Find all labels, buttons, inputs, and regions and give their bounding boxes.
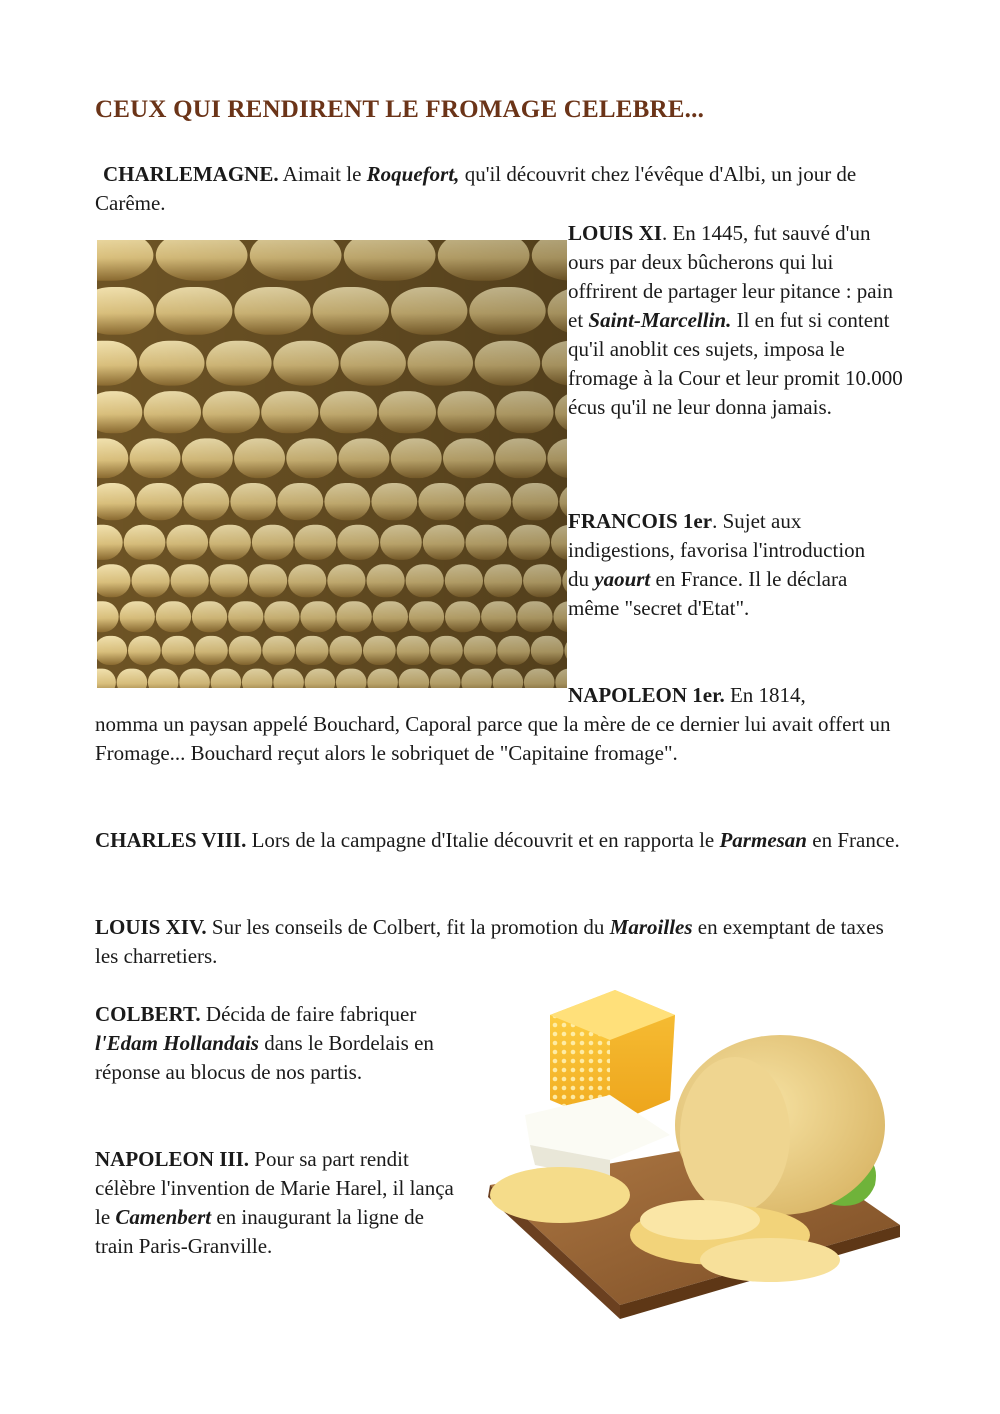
entry-text: Pour sa part rendit célèbre l'invention de Marie Harel, il lança le xyxy=(95,1147,454,1229)
ruler-name: COLBERT. xyxy=(95,1002,201,1026)
entry-text: Décida de faire fabriquer xyxy=(200,1002,417,1026)
entry-text: en France. xyxy=(807,828,900,852)
entry-napoleon-1er-start xyxy=(568,681,908,710)
ruler-name: CHARLES VIII. xyxy=(95,828,247,852)
entry-napoleon-1er-body xyxy=(95,710,905,768)
ruler-name: LOUIS XIV. xyxy=(95,915,207,939)
entry-text: . Sujet aux indigestions, favorisa l'introduction du xyxy=(568,509,866,591)
entry-text: en France. Il le déclara même "secret d'Etat". xyxy=(568,567,848,620)
entry-text: dans le Bordelais en réponse au blocus de nos partis. xyxy=(95,1031,434,1084)
ruler-name: CHARLEMAGNE. xyxy=(103,162,279,186)
cheese-wheels-image xyxy=(97,240,567,688)
entry-louis-xi xyxy=(568,219,908,422)
entry-louis-xiv xyxy=(95,913,905,971)
entry-text: en inaugurant la ligne de train Paris-Granville. xyxy=(95,1205,424,1258)
cheese-name: Roquefort, xyxy=(366,162,460,186)
entry-text: qu'il découvrit chez l'évêque d'Albi, un jour de Carême. xyxy=(95,162,857,215)
entry-text: En 1814, xyxy=(724,683,806,707)
entry-text: Il en fut si content qu'il anoblit ces sujets, imposa le fromage à la Cour et leur promit 10.000 écus qu'il ne leur donna jamais. xyxy=(568,308,903,419)
entry-text: Aimait le xyxy=(278,162,367,186)
ruler-name: NAPOLEON 1er. xyxy=(568,683,725,707)
cheese-name: Parmesan xyxy=(719,828,807,852)
entry-charles-viii xyxy=(95,826,905,855)
entry-text: en exemptant de taxes les charretiers. xyxy=(95,915,884,968)
ruler-name: FRANCOIS 1er xyxy=(568,509,713,533)
entry-francois-1er xyxy=(568,507,868,623)
entry-text: Sur les conseils de Colbert, fit la promotion du xyxy=(206,915,610,939)
cheese-name: yaourt xyxy=(594,567,651,591)
cheese-name: Camenbert xyxy=(115,1205,212,1229)
entry-text: nomma un paysan appelé Bouchard, Caporal parce que la mère de ce dernier lui avait offert un Fromage... Bouchard reçut alors le sobriquet de "Capitaine fromage". xyxy=(95,712,891,765)
entry-charlemagne xyxy=(95,160,905,218)
entry-colbert xyxy=(95,1000,475,1087)
entry-text: . En 1445, fut sauvé d'un ours par deux bûcherons qui lui offrirent de partager leur pitance : pain et xyxy=(568,221,893,332)
ruler-name: LOUIS XI xyxy=(568,221,662,245)
cheese-name: Maroilles xyxy=(609,915,693,939)
cheese-platter-illustration xyxy=(470,985,902,1319)
cheese-name: Saint-Marcellin. xyxy=(588,308,732,332)
cheese-platter-image xyxy=(470,985,902,1319)
cheese-wheels-illustration xyxy=(97,240,567,688)
ruler-name: NAPOLEON III. xyxy=(95,1147,250,1171)
entry-text: Lors de la campagne d'Italie découvrit et en rapporta le xyxy=(246,828,720,852)
cheese-name: l'Edam Hollandais xyxy=(95,1031,259,1055)
page-title: CEUX QUI RENDIRENT LE FROMAGE CELEBRE... xyxy=(95,96,705,123)
entry-napoleon-iii xyxy=(95,1145,465,1261)
